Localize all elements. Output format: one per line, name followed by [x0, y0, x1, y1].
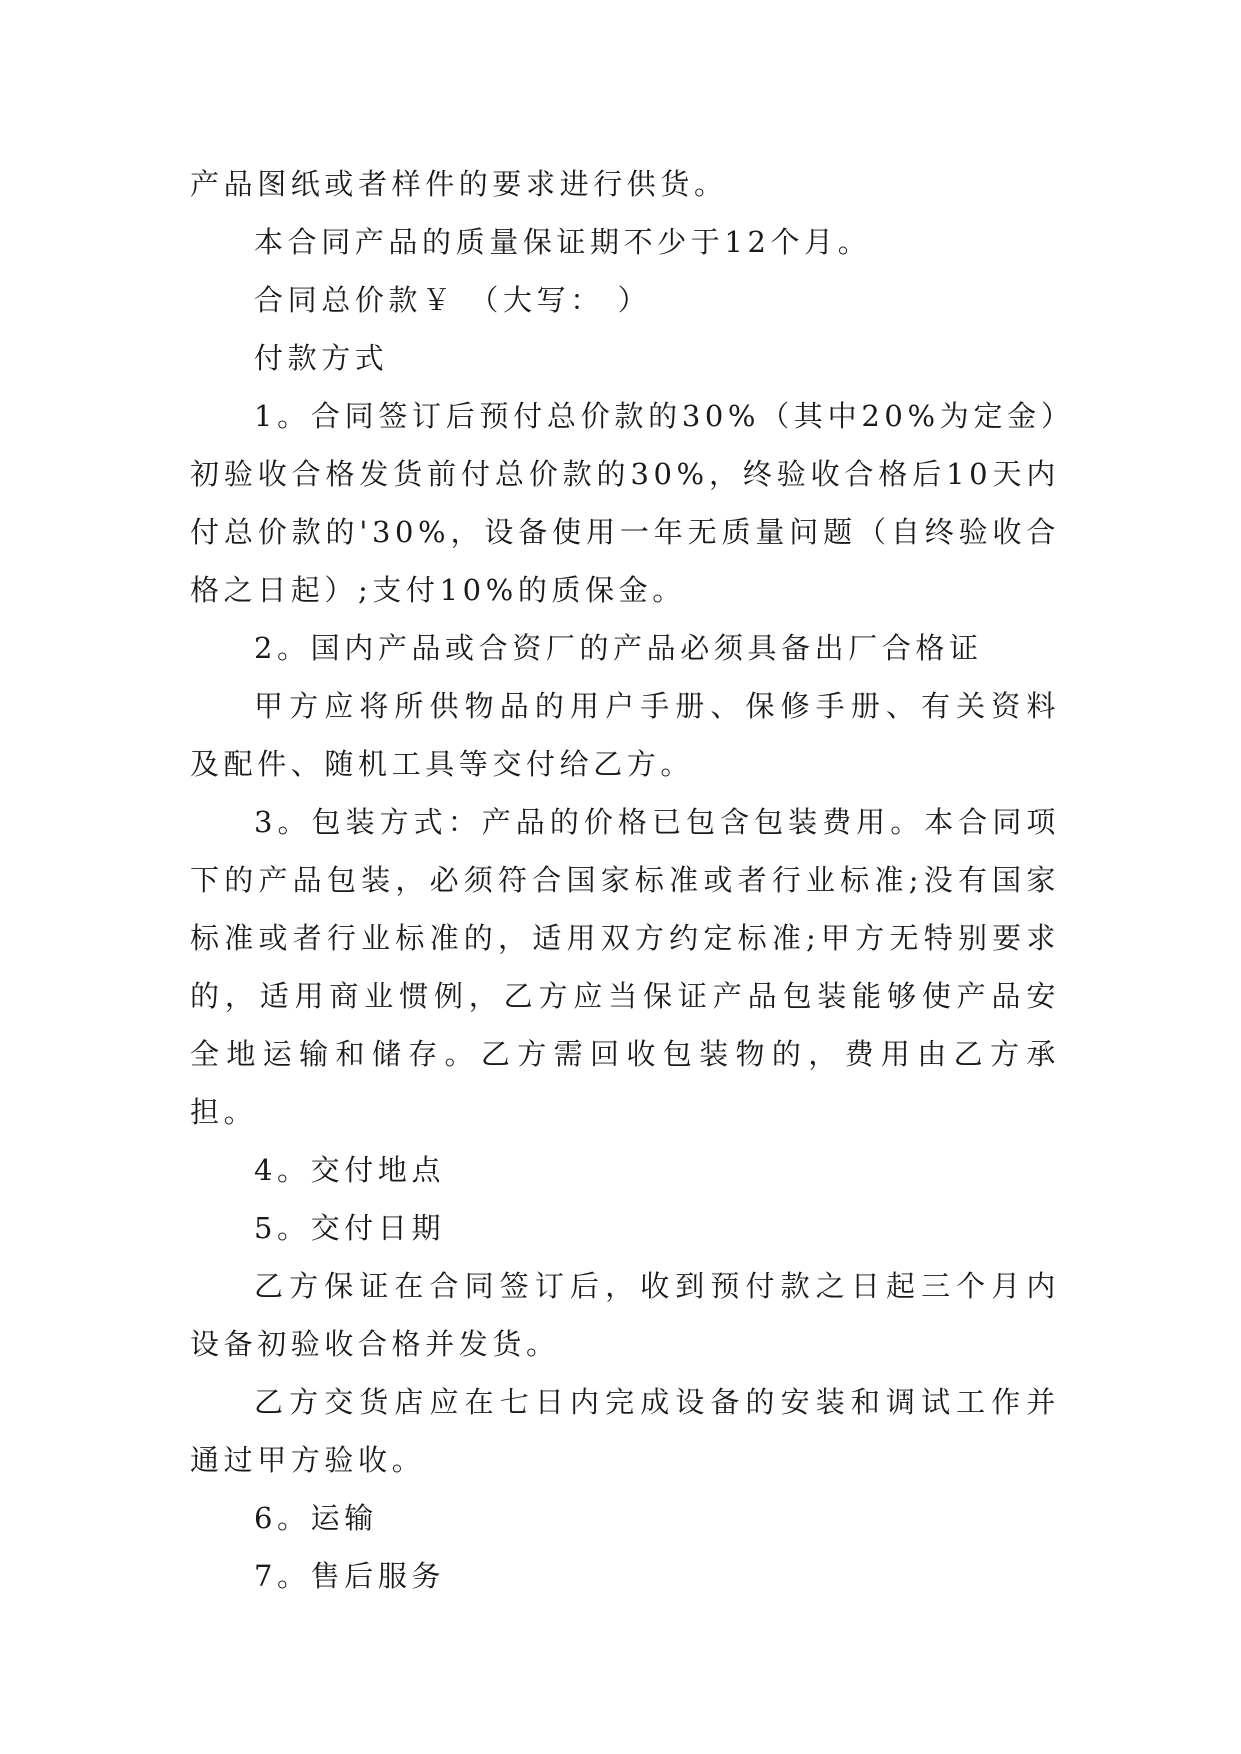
paragraph-warranty-period: 本合同产品的质量保证期不少于12个月。: [254, 225, 872, 259]
document-body: [190, 155, 1060, 1605]
heading-payment-method: 付款方式: [254, 341, 389, 375]
clause-3-packaging: 3。包装方式：产品的价格已包含包装费用。本合同项下的产品包装，必须符合国家标准或者行业标准;没有国家标准或者行业标准的，适用双方约定标准;甲方无特别要求的，适用商业惯例，乙方应当保证产品包装能够使产品安全地运输和储存。乙方需回收包装物的，费用由乙方承担。: [190, 805, 1060, 1129]
clause-1-payment-terms: 1。合同签订后预付总价款的30%（其中20%为定金）初验收合格发货前付总价款的30%，终验收合格后10天内付总价款的'30%，设备使用一年无质量问题（自终验收合格之日起）;支付10%的质保金。: [190, 399, 1060, 607]
clause-4-delivery-location: 4。交付地点: [254, 1153, 446, 1187]
paragraph-supply-requirement: 产品图纸或者样件的要求进行供货。: [190, 167, 728, 201]
paragraph-delivery-guarantee: 乙方保证在合同签订后，收到预付款之日起三个月内设备初验收合格并发货。: [190, 1269, 1060, 1361]
paragraph-total-price: 合同总价款￥ （大写： ）: [254, 283, 652, 317]
clause-7-after-sales: 7。售后服务: [254, 1559, 446, 1593]
clause-5-delivery-date: 5。交付日期: [254, 1211, 446, 1245]
paragraph-documents-delivery: 甲方应将所供物品的用户手册、保修手册、有关资料及配件、随机工具等交付给乙方。: [190, 689, 1060, 781]
clause-6-transport: 6。运输: [254, 1501, 378, 1535]
clause-2-certificate: 2。国内产品或合资厂的产品必须具备出厂合格证: [254, 631, 983, 665]
paragraph-installation: 乙方交货店应在七日内完成设备的安装和调试工作并通过甲方验收。: [190, 1385, 1060, 1477]
